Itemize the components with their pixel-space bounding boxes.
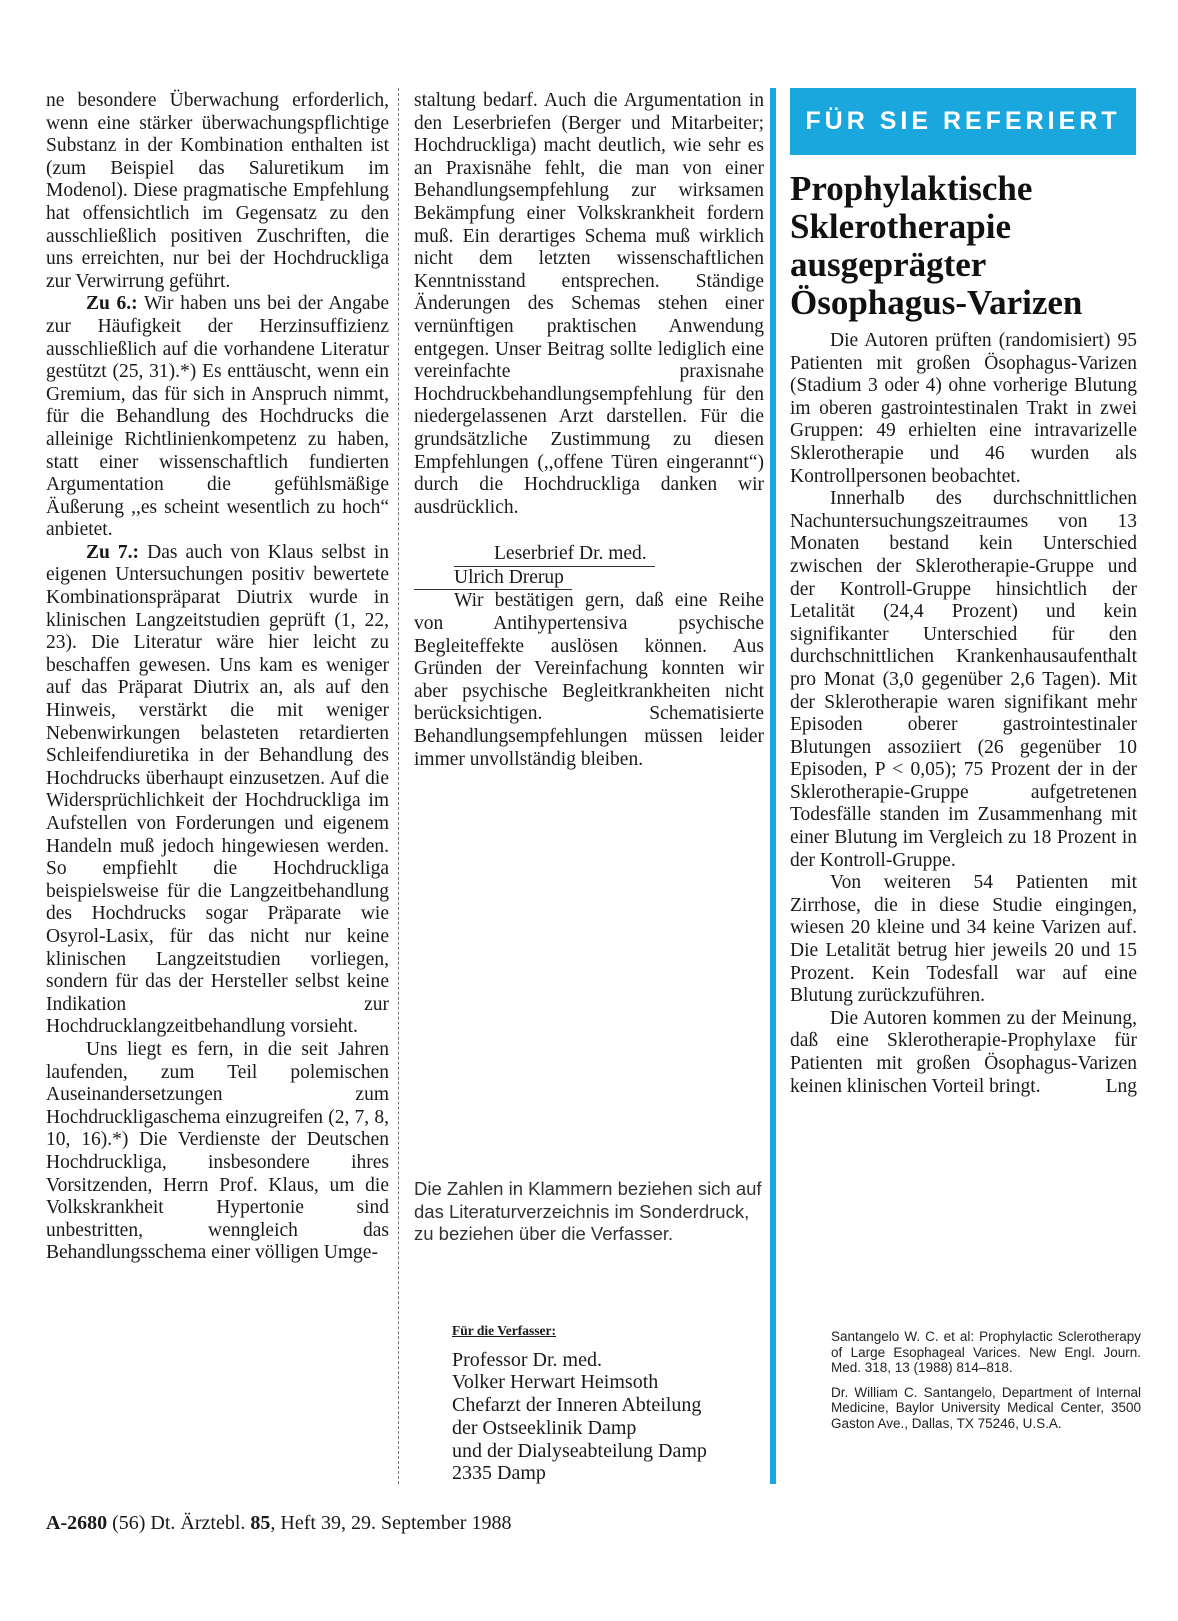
headline-line: ausgeprägter	[790, 245, 987, 284]
page-footer	[46, 1512, 511, 1535]
paragraph: Wir bestätigen gern, daß eine Reihe von Antihypertensiva psychische Begleiteffekte auslösen können. Aus Gründen der Vereinfachung konnten wir aber psychische Begleitkrankheiten nicht berücksichtigen. Schematisierte Behandlungsempfehlungen müssen leider immer unvollständig bleiben.	[414, 590, 764, 770]
letter-heading	[414, 543, 764, 590]
signature: Lng	[1105, 1075, 1137, 1097]
headline-line: Sklerotherapie	[790, 207, 1012, 246]
reference: Santangelo W. C. et al: Prophylactic Sclerotherapy of Large Esophageal Varices. New Engl. Journ. Med. 318, 13 (1988) 814–818.	[831, 1329, 1141, 1376]
column-divider	[398, 88, 399, 1484]
section-lead: Zu 6.:	[86, 293, 138, 315]
letter-heading-line: Ulrich Drerup	[414, 567, 572, 591]
journal-ref: (56) Dt. Ärztebl.	[112, 1512, 246, 1534]
paragraph	[790, 1008, 1137, 1098]
sidebar-headline	[790, 170, 1150, 322]
volume: 85	[250, 1512, 271, 1534]
paragraph-text: Das auch von Klaus selbst in eigenen Untersuchungen positiv bewertete Kombinationspräparat Diutrix wurde in klinischen Langzeitstudien geprüft (1, 22, 23). Die Literatur wäre hier leicht zu beschaffen gewesen. Uns kam es weniger auf das Präparat Diutrix an, als auf den Hinweis, verstärkt die mit weniger Nebenwirkungen belasteten retardierten Schleifendiuretika in der Behandlung des Hochdrucks überhaupt einzusetzen. Auf die Widersprüchlichkeit der Hochdruckliga im Aufstellen von Forderungen und eigenem Handeln muß jedoch hingewiesen werden. So empfiehlt die Hochdruckliga beispielsweise für die Langzeitbehandlung des Hochdrucks sogar Präparate wie Osyrol-Lasix, für das nicht nur keine klinischen Langzeitstudien vorliegen, sondern für das der Hersteller selbst keine Indikation zur Hochdrucklangzeitbehandlung vorsieht.	[46, 541, 389, 1038]
section-banner	[790, 88, 1136, 155]
paragraph: staltung bedarf. Auch die Argumentation in den Leserbriefen (Berger und Mitarbeiter; Hochdruckliga) macht deutlich, wie sehr es an Praxisnähe fehlt, die man von einer Behandlungsempfehlung zur wirksamen Bekämpfung einer Volkskrankheit fordern muß. Ein derartiges Schema muß wirklich nicht dem letzten wissenschaftlichen Kenntnisstand entsprechen. Ständige Änderungen des Schemas stehen einer vernünftigen praktischen Anwendung entgegen. Unser Beitrag sollte lediglich eine vereinfachte praxisnahe Hochdruckbehandlungsempfehlung für den niedergelassenen Arzt darstellen. Für die grundsätzliche Zustimmung zu diesen Empfehlungen (,,offene Türen eingerannt“) durch die Hochdruckliga danken wir ausdrücklich.	[414, 90, 764, 518]
author-line: Volker Herwart Heimsoth	[452, 1371, 659, 1394]
page-number: A-2680	[46, 1512, 108, 1534]
paragraph	[46, 293, 389, 542]
author-label: Für die Verfasser:	[452, 1323, 556, 1338]
paragraph-text: Wir haben uns bei der Angabe zur Häufigkeit der Herzinsuffizienz ausschließlich auf die vorhandene Literatur gestützt (25, 31).*) Es enttäuscht, wenn ein Gremium, das für sich in Anspruch nimmt, für die Behandlung des Hochdrucks die alleinige Richtlinienkompetenz zu haben, statt einer wissenschaftlich fundierten Argumentation die gefühlsmäßige Äußerung ,,es scheint wesentlich zu hoch“ anbietet.	[46, 293, 389, 541]
letter-heading-line: Leserbrief Dr. med.	[454, 543, 655, 567]
headline-line: Ösophagus-Varizen	[790, 283, 1083, 322]
paragraph	[46, 542, 389, 1039]
author-block	[452, 1320, 772, 1485]
paragraph: ne besondere Überwachung erforderlich, wenn eine stärker überwachungspflichtige Substanz in der Kombination enthalten ist (zum Beispiel das Saluretikum im Modenol). Diese pragmatische Empfehlung hat offensichtlich im Gegensatz zu den ausschließlich positiven Zuschriften, die uns erreichten, nur bei der Hochdruckliga zur Verwirrung geführt.	[46, 90, 389, 292]
paragraph: Uns liegt es fern, in die seit Jahren laufenden, zum Teil polemischen Auseinandersetzungen zum Hochdruckligaschema einzugreifen (2, 7, 8, 10, 16).*) Die Verdienste der Deutschen Hochdruckliga, insbesondere ihres Vorsitzenden, Herrn Prof. Klaus, um die Volkskrankheit Hypertonie sind unbestritten, wenngleich das Behandlungsschema einer völligen Umge-	[46, 1038, 389, 1264]
author-line: und der Dialyseabteilung Damp	[452, 1439, 707, 1462]
reference: Dr. William C. Santangelo, Department of Internal Medicine, Baylor University Medical Center, 3500 Gaston Ave., Dallas, TX 75246, U.S.A.	[831, 1384, 1141, 1431]
author-line: Chefarzt der Inneren Abteilung	[452, 1394, 702, 1417]
article-column-1	[46, 90, 389, 1265]
sidebar-accent-bar	[770, 88, 776, 1484]
issue-date: , Heft 39, 29. September 1988	[270, 1512, 512, 1534]
headline-line: Prophylaktische	[790, 169, 1033, 208]
footnote: Die Zahlen in Klammern beziehen sich auf das Literaturverzeichnis im Sonderdruck, zu beziehen über die Verfasser.	[414, 1178, 762, 1244]
paragraph-text: Die Autoren kommen zu der Meinung, daß eine Sklerotherapie-Prophylaxe für Patienten mit großen Ösophagus-Varizen keinen klinischen Vorteil bringt.	[790, 1007, 1137, 1097]
author-line: der Ostseeklinik Damp	[452, 1416, 637, 1439]
author-line: Professor Dr. med.	[452, 1348, 602, 1371]
sidebar-column	[790, 330, 1137, 1098]
paragraph: Von weiteren 54 Patienten mit Zirrhose, die in diese Studie eingingen, wiesen 20 kleine und 34 keine Varizen auf. Die Letalität betrug hier jeweils 20 und 15 Prozent. Kein Todesfall war auf eine Blutung zurückzuführen.	[790, 872, 1137, 1007]
banner-label: FÜR SIE REFERIERT	[805, 107, 1121, 135]
paragraph: Innerhalb des durchschnittlichen Nachuntersuchungszeitraumes von 13 Monaten bestand kein Unterschied zwischen der Sklerotherapie-Gruppe und der Kontroll-Gruppe hinsichtlich der Letalität (24,4 Prozent) und kein signifikanter Unterschied für den durchschnittlichen Krankenhausaufenthalt pro Monat (3,0 gegenüber 2,6 Tagen). Mit der Sklerotherapie waren signifikant mehr Episoden oberer gastrointestinaler Blutungen assoziiert (26 gegenüber 10 Episoden, P < 0,05); 75 Prozent der in der Sklerotherapie-Gruppe aufgetretenen Todesfälle standen im Zusammenhang mit einer Blutung im Vergleich zu 18 Prozent in der Kontroll-Gruppe.	[790, 488, 1137, 871]
references	[831, 1329, 1141, 1441]
author-line: 2335 Damp	[452, 1462, 546, 1485]
section-lead: Zu 7.:	[86, 541, 140, 563]
paragraph: Die Autoren prüften (randomisiert) 95 Patienten mit großen Ösophagus-Varizen (Stadium 3 oder 4) ohne vorherige Blutung im oberen gastrointestinalen Trakt in zwei Gruppen: 49 erhielten eine intravarizelle Sklerotherapie und 46 wurden als Kontrollpersonen beobachtet.	[790, 330, 1137, 487]
article-column-2	[414, 90, 764, 771]
